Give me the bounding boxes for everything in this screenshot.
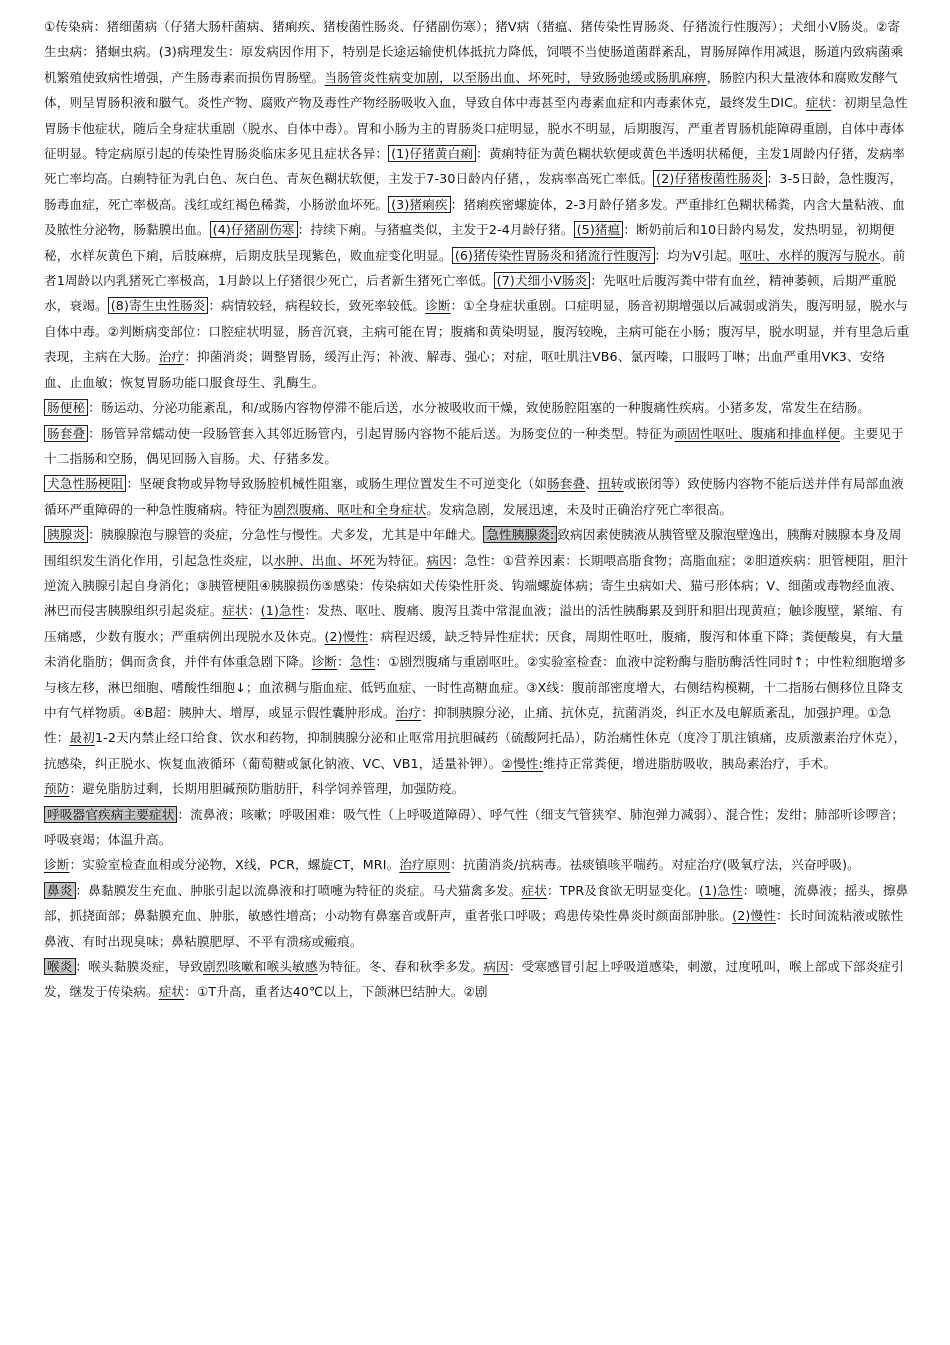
- underlined-term: 治疗原则: [399, 857, 451, 873]
- underlined-term: ②慢性:: [501, 755, 543, 771]
- text-run: ：鼻黏膜发生充血、肿胀引起以流鼻液和打喷嚏为特征的炎症。马犬猫禽多发。: [75, 882, 522, 898]
- underlined-term: 肠套叠: [547, 476, 586, 492]
- boxed-heading: (8)寄生虫性肠炎: [108, 297, 209, 314]
- text-run: ：抗菌消炎/抗病毒。祛痰镇咳平喘药。对症治疗(吸氧疗法，兴奋呼吸)。: [450, 857, 860, 873]
- boxed-heading: (7)犬细小V肠炎: [494, 272, 591, 289]
- text-run: ：先呕吐后腹泻粪中带有血丝，精神萎顿，后期严重脱水，衰竭。: [44, 273, 897, 314]
- text-run: ：抑制胰腺分泌，止痛、抗休克，抗菌消炎，纠正水及电解质紊乱，加强护理。①急性：: [44, 704, 892, 746]
- text-run: 或嵌闭等）致使肠内容物不能后送并伴有局部血液循环严重障碍的一种急性腹痛病。特征为: [44, 476, 904, 517]
- text-run: ：胰腺腺泡与腺管的炎症，分急性与慢性。犬多发，尤其是中年雌犬。: [88, 527, 484, 543]
- text-run: ：①T升高，重者达40℃以上，下颌淋巴结肿大。②剧: [184, 984, 488, 1000]
- text-run: ：坚硬食物或异物导致肠腔机械性阻塞，或肠生理位置发生不可逆变化（如: [126, 476, 548, 492]
- text-run: ：实验室检查血相或分泌物，X线，PCR，螺旋CT，MRI。: [69, 857, 400, 873]
- highlighted-heading: 鼻炎: [44, 882, 76, 899]
- paragraph: [44, 395, 910, 420]
- underlined-term: 症状: [521, 882, 548, 898]
- boxed-heading: 胰腺炎: [44, 526, 88, 543]
- underlined-term: 顽固性呕吐、腹痛和排血样便: [674, 425, 841, 441]
- text-run: ：肠运动、分泌功能紊乱，和/或肠内容物停滞不能后送，水分被吸收而干燥，致使肠腔阻塞的一种腹痛性疾病。小猪多发，常发生在结肠。: [88, 400, 870, 416]
- underlined-term: 治疗: [395, 704, 422, 720]
- text-run: ：初期呈急性胃肠卡他症状，随后全身症状重剧（脱水、自体中毒）。胃和小肠为主的胃肠炎口症明显，脱水不明显，后期腹泻，严重者胃肠机能障碍重剧，自体中毒体征明显。特定病原引起的传染性胃肠炎临床多见且症状各异：: [44, 95, 908, 162]
- underlined-term: 剧烈腹痛、呕吐和全身症状: [273, 501, 427, 517]
- text-run: ：持续下痢。与猪瘟类似，主发于2-4月龄仔猪。: [297, 222, 574, 238]
- underlined-term: 症状: [222, 603, 248, 619]
- text-run: 、: [585, 476, 598, 492]
- paragraph: [44, 802, 910, 853]
- underlined-term: 急性: [349, 654, 376, 670]
- underlined-term: (2)慢性: [324, 628, 369, 644]
- text-run: ：病情较轻，病程较长，致死率较低。: [208, 298, 426, 314]
- underlined-term: 呕吐、水样的腹泻与脱水: [739, 247, 880, 263]
- text-run: ：喉头黏膜炎症，导致: [75, 959, 203, 975]
- underlined-term: (1)急性: [260, 603, 305, 619]
- underlined-term: 最初: [69, 730, 95, 746]
- underlined-term: 病因: [483, 959, 509, 975]
- text-run: 为特征。冬、春和秋季多发。: [317, 959, 484, 975]
- text-run: ：均为V引起。: [654, 247, 740, 263]
- text-run: 致病因素使胰液从胰管壁及腺泡壁逸出，胰酶对胰腺本身及周围组织发生消化作用，引起急性炎症，以: [44, 527, 902, 568]
- text-run: ：病程迟缓，缺乏特异性症状；厌食，周期性呕吐，腹痛，腹泻和体重下降；粪便酸臭，有大量未消化脂肪；偶而贪食，并伴有体重急剧下降。: [44, 628, 904, 670]
- text-run: ：猪痢疾密螺旋体，2-3月龄仔猪多发。严重排红色糊状稀粪，内含大量粘液、血及脓性分泌物，肠黏膜出血。: [44, 196, 905, 238]
- text-run: ：: [247, 603, 261, 619]
- text-run: ：断奶前后和10日龄内易发，发热明显，初期便秘，水样灰黄色下痢，后肢麻痹，后期皮肤呈现紫色，败血症变化明显。: [44, 222, 895, 263]
- paragraph: [44, 852, 910, 877]
- text-run: ：肠管异常蠕动使一段肠管套入其邻近肠管内，引起胃肠内容物不能后送。为肠变位的一种类型。特征为: [88, 425, 675, 441]
- boxed-heading: 肠便秘: [44, 399, 88, 416]
- text-run: ：抑菌消炎；调整胃肠，缓泻止泻；补液、解毒、强心；对症，呕吐肌注VB6、氯丙嗪，口服吗丁啉；出血严重用VK3、安络血、止血敏；恢复胃肠功能口服食母生、乳酶生。: [44, 349, 886, 390]
- underlined-term: (2)慢性: [732, 908, 776, 924]
- text-run: 维持正常粪便，增进脂肪吸收，胰岛素治疗，手术。: [543, 755, 837, 771]
- boxed-heading: (3)猪痢疾: [388, 196, 451, 213]
- highlighted-heading: 急性胰腺炎:: [483, 526, 557, 543]
- underlined-term: 诊断: [44, 857, 70, 873]
- text-run: ：黄痢特征为黄色糊状软便或黄色半透明状稀便，主发1周龄内仔猪，发病率死亡率均高。白痢特征为乳白色、灰白色、青灰色糊状软便，主发于7-30日龄内仔猪，，发病率高死亡率低。: [44, 146, 905, 187]
- text-run: 。发病急剧，发展迅速，未及时正确治疗死亡率很高。: [426, 501, 733, 517]
- text-run: ：①剧烈腹痛与重剧呕吐。②实验室检查：血液中淀粉酶与脂肪酶活性同时↑；中性粒细胞增多与核左移，淋巴细胞、嗜酸性细胞↓；血浓稠与脂血症、低钙血症、一时性高糖血症。③X线：腹前部密度增大，右侧结构模糊，十二指肠右侧移位且降支中有气样物质。④B超：胰肿大、增厚，或显示假性囊肿形成。: [44, 654, 906, 720]
- underlined-term: 当肠管炎性病变加剧，以至肠出血、坏死时，导致肠弛缓或肠肌麻痹: [324, 69, 707, 85]
- text-run: ，肠腔内积大量液体和腐败发酵气体，则呈胃肠积液和臌气。炎性产物、腐败产物及毒性产物经肠吸收入血，导致自体中毒甚至内毒素血症和内毒素休克，最终发生DIC。: [44, 69, 898, 111]
- underlined-term: 症状: [805, 95, 832, 111]
- text-run: ：TPR及食欲无明显变化。: [547, 882, 699, 898]
- boxed-heading: 肠套叠: [44, 425, 88, 442]
- text-run: 1-2天内禁止经口给食、饮水和药物，抑制胰腺分泌和止呕常用抗胆碱药（硫酸阿托品），防治痛性休克（度冷丁肌注镇痛，皮质激素治疗休克），抗感染，纠正脱水、恢复血液循环（葡萄糖或氯化钠液、VC、VB1，适量补钾）。: [44, 730, 907, 771]
- boxed-heading: (4)仔猪副伤寒: [210, 221, 298, 238]
- paragraph: [44, 421, 910, 472]
- text-run: ：长时间流粘液或脓性鼻液、有时出现臭味；鼻粘膜肥厚、不平有溃疡或瘢痕。: [44, 908, 904, 949]
- text-run: ：避免脂肪过剩，长期用胆碱预防脂肪肝，科学饲养管理，加强防疫。: [69, 781, 465, 797]
- text-run: ①传染病：猪细菌病（仔猪大肠杆菌病、猪痢疾、猪梭菌性肠炎、仔猪副伤寒）；猪V病（猪瘟、猪传染性胃肠炎、仔猪流行性腹泻）；犬细小V肠炎。②寄生虫病：猪蛔虫病。(3)病理发生：原发病因作用下，特别是长途运输使机体抵抗力降低，饲喂不当使肠道菌群紊乱，胃肠屏障作用减退，肠道内致病菌乘机繁殖使致病性增强，产生肠毒素而损伤胃肠壁。: [44, 19, 904, 85]
- text-run: ：3-5日龄，急性腹泻，肠毒血症，死亡率极高。浅红或红褐色稀粪，小肠淤血坏死。: [44, 171, 903, 212]
- text-run: 。主要见于十二指肠和空肠，偶见回肠入盲肠。犬、仔猪多发。: [44, 425, 904, 466]
- underlined-term: 治疗: [158, 349, 185, 365]
- paragraph: [44, 471, 910, 522]
- highlighted-heading: 呼吸器官疾病主要症状: [44, 806, 177, 823]
- boxed-heading: (1)仔猪黄白痢: [388, 145, 476, 162]
- boxed-heading: (6)猪传染性胃肠炎和猪流行性腹泻: [452, 247, 655, 264]
- text-run: ：发热、呕吐、腹痛、腹泻且粪中常混血液；溢出的活性胰酶累及到肝和胆出现黄疸；触诊腹壁，紧缩、有压痛感，少数有腹水；严重病例出现脱水及休克。: [44, 603, 904, 644]
- boxed-heading: 犬急性肠梗阻: [44, 475, 126, 492]
- paragraph: [44, 522, 910, 776]
- paragraph: [44, 14, 910, 395]
- underlined-term: 水肿、出血、坏死: [273, 552, 376, 568]
- boxed-heading: (2)仔猪梭菌性肠炎: [653, 170, 767, 187]
- boxed-heading: (5)猪瘟: [574, 221, 624, 238]
- paragraph: [44, 954, 910, 1005]
- highlighted-heading: 喉炎: [44, 958, 76, 975]
- underlined-term: 症状: [158, 984, 185, 1000]
- text-run: ：喷嚏，流鼻液；摇头，擦鼻部，抓挠面部；鼻黏膜充血、肿胀，敏感性增高；小动物有鼻塞音或鼾声，重者张口呼吸；鸡患传染性鼻炎时颜面部肿胀。: [44, 882, 909, 924]
- text-run: ：流鼻液；咳嗽；呼吸困难：吸气性（上呼吸道障碍）、呼气性（细支气管狭窄、肺泡弹力减弱）、混合性；发绀；肺部听诊啰音；呼吸衰竭；体温升高。: [44, 806, 904, 847]
- paragraph: [44, 878, 910, 954]
- underlined-term: 扭转: [598, 476, 624, 492]
- text-run: ：: [337, 654, 350, 670]
- text-run: 为特征。: [375, 552, 427, 568]
- text-run: ：①全身症状重剧。口症明显，肠音初期增强以后减弱或消失，腹泻明显，脱水与自体中毒。②判断病变部位：口腔症状明显，肠音沉衰，主病可能在胃；腹痛和黄染明显，腹泻较晚，主病可能在小肠；腹泻早，脱水明显，并有里急后重表现，主病在大肠。: [44, 298, 910, 365]
- text-run: ：受寒感冒引起上呼吸道感染，刺激，过度吼叫，喉上部或下部炎症引发，继发于传染病。: [44, 959, 904, 1000]
- underlined-term: 剧烈咳嗽和喉头敏感: [202, 959, 318, 975]
- underlined-term: (1)急性: [698, 882, 743, 898]
- text-run: ：急性：①营养因素：长期喂高脂食物；高脂血症；②胆道疾病：胆管梗阻，胆汁逆流入胰腺引起自身消化；③胰管梗阻④胰腺损伤⑤感染：传染病如犬传染性肝炎、钩端螺旋体病；寄生虫病如犬、猫弓形体病；V、细菌或毒物经血液、淋巴而侵害胰腺组织引起炎症。: [44, 552, 908, 619]
- underlined-term: 诊断: [311, 654, 338, 670]
- text-run: 。前者1周龄以内乳猪死亡率极高，1月龄以上仔猪很少死亡，后者新生猪死亡率低。: [44, 247, 906, 289]
- underlined-term: 预防: [44, 781, 70, 797]
- document-body: [44, 14, 910, 1005]
- underlined-term: 诊断: [425, 298, 451, 314]
- paragraph: [44, 776, 910, 801]
- underlined-term: 病因: [426, 552, 452, 568]
